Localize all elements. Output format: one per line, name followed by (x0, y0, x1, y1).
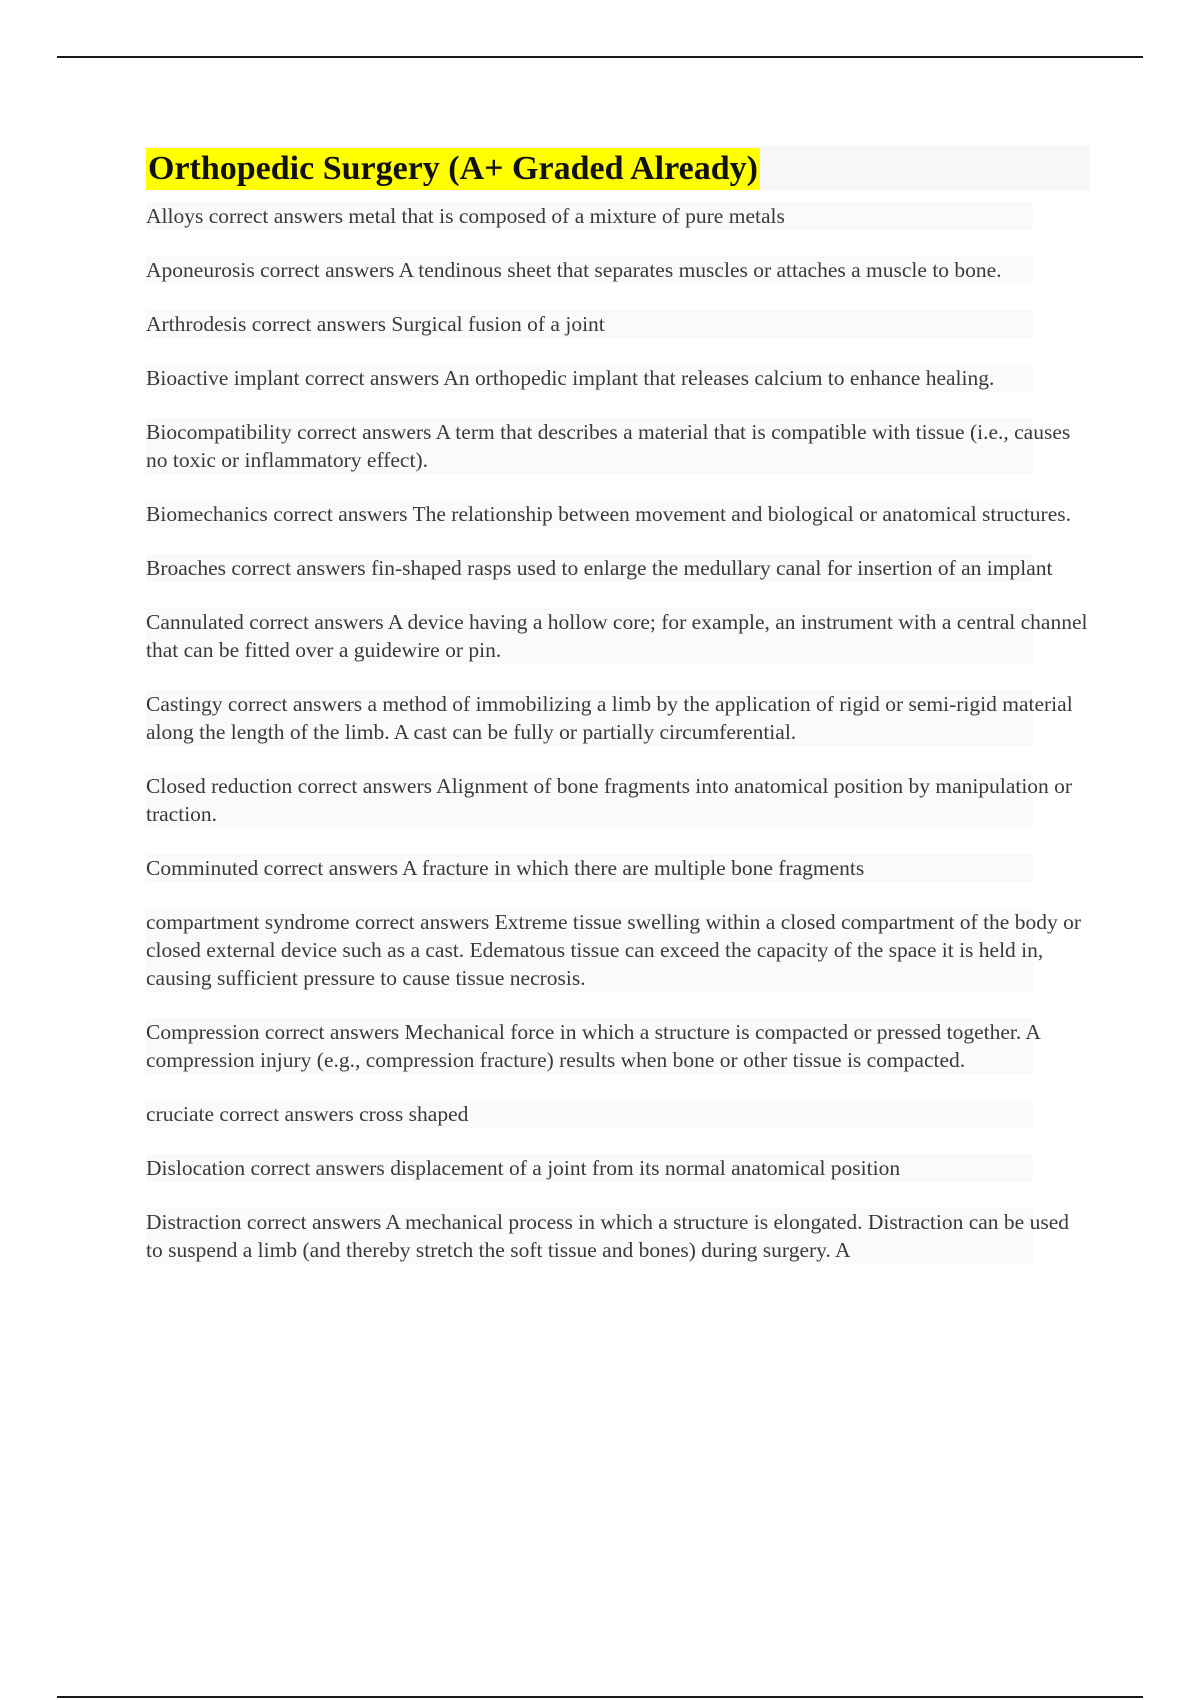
entry-term: Comminuted (146, 856, 259, 880)
entry-definition: An orthopedic implant that releases calcium to enhance healing. (443, 366, 995, 390)
title-bar (146, 146, 1090, 190)
entry-term: Biomechanics (146, 502, 268, 526)
glossary-entry (146, 500, 1090, 528)
entry-separator: correct answers (245, 1156, 391, 1180)
glossary-entry (146, 1100, 1090, 1128)
document-title: Orthopedic Surgery (A+ Graded Already) (146, 148, 760, 190)
entry-separator: correct answers (292, 774, 437, 798)
glossary-entry (146, 908, 1090, 992)
glossary-entry (146, 202, 1090, 230)
entry-separator: correct answers (214, 1102, 360, 1126)
entry-definition: Mechanical force in which a structure is compacted or pressed together. A compression injury (e.g., compression fracture) results when bone or other tissue is compacted. (146, 1020, 1040, 1072)
glossary-entry (146, 554, 1090, 582)
entry-term: Alloys (146, 204, 204, 228)
entry-definition: A mechanical process in which a structure is elongated. Distraction can be used to suspend a limb (and thereby stretch the soft tissue and bones) during surgery. A (146, 1210, 1070, 1262)
entry-separator: correct answers (226, 556, 372, 580)
top-rule (57, 56, 1143, 58)
entry-definition: The relationship between movement and biological or anatomical structures. (412, 502, 1072, 526)
glossary-entry (146, 364, 1090, 392)
entry-term: Dislocation (146, 1156, 246, 1180)
entry-term: Biocompatibility (146, 420, 292, 444)
entry-term: cruciate (146, 1102, 215, 1126)
entry-definition: A tendinous sheet that separates muscles or attaches a muscle to bone. (398, 258, 1002, 282)
glossary-entry (146, 418, 1090, 474)
entry-separator: correct answers (246, 312, 392, 336)
entry-separator: correct answers (254, 258, 399, 282)
entry-definition: A fracture in which there are multiple bone fragments (402, 856, 865, 880)
entry-definition: cross shaped (359, 1102, 469, 1126)
entry-definition: fin-shaped rasps used to enlarge the medullary canal for insertion of an implant (371, 556, 1053, 580)
entry-separator: correct answers (267, 502, 413, 526)
entry-definition: A device having a hollow core; for example, an instrument with a central channel that can be fitted over a guidewire or pin. (146, 610, 1088, 662)
glossary-entry (146, 772, 1090, 828)
entry-separator: correct answers (222, 692, 368, 716)
entry-definition: A term that describes a material that is compatible with tissue (i.e., causes no toxic or inflammatory effect). (146, 420, 1071, 472)
entry-term: Compression (146, 1020, 260, 1044)
entry-separator: correct answers (203, 204, 349, 228)
entry-term: Broaches (146, 556, 226, 580)
entry-term: Bioactive implant (146, 366, 300, 390)
entry-separator: correct answers (349, 910, 495, 934)
glossary-entry (146, 1018, 1090, 1074)
entry-term: Castingy (146, 692, 223, 716)
glossary-entry (146, 690, 1090, 746)
glossary-entry (146, 1154, 1090, 1182)
entry-term: Closed reduction (146, 774, 293, 798)
entry-separator: correct answers (258, 856, 403, 880)
entry-term: compartment syndrome (146, 910, 350, 934)
entry-definition: displacement of a joint from its normal anatomical position (390, 1156, 901, 1180)
glossary-entry (146, 310, 1090, 338)
entry-term: Distraction (146, 1210, 242, 1234)
glossary-entry (146, 1208, 1090, 1264)
entry-separator: correct answers (241, 1210, 386, 1234)
entry-definition: Alignment of bone fragments into anatomical position by manipulation or traction. (146, 774, 1073, 826)
entry-definition: a method of immobilizing a limb by the application of rigid or semi-rigid material along the length of the limb. A cast can be fully or partially circumferential. (146, 692, 1073, 744)
entry-definition: metal that is composed of a mixture of pure metals (348, 204, 785, 228)
entry-definition: Surgical fusion of a joint (391, 312, 605, 336)
entry-separator: correct answers (243, 610, 388, 634)
entry-term: Aponeurosis (146, 258, 255, 282)
glossary-entry (146, 256, 1090, 284)
entry-separator: correct answers (299, 366, 444, 390)
entry-term: Arthrodesis (146, 312, 247, 336)
entry-separator: correct answers (259, 1020, 405, 1044)
bottom-rule (57, 1696, 1143, 1698)
document-body (146, 146, 1090, 1290)
entry-term: Cannulated (146, 610, 244, 634)
entry-definition: Extreme tissue swelling within a closed compartment of the body or closed external device such as a cast. Edematous tissue can exceed the capacity of the space it is held in, causing sufficient pressure to cause tissue necrosis. (146, 910, 1082, 990)
glossary-entry (146, 854, 1090, 882)
glossary-entry (146, 608, 1090, 664)
entry-separator: correct answers (291, 420, 436, 444)
